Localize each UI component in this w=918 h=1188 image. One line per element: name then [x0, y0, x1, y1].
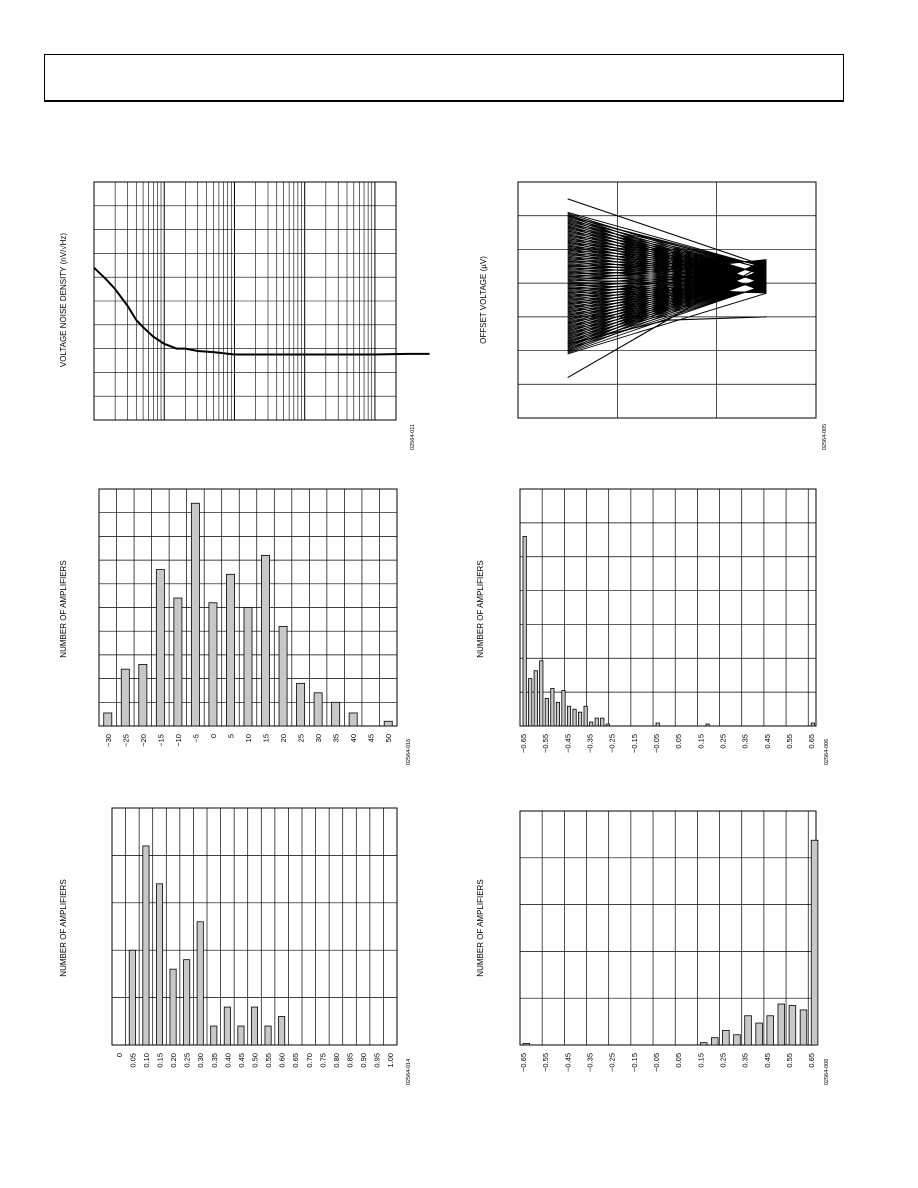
histogram-bar	[523, 1044, 530, 1045]
x-tick-label: −10	[173, 734, 183, 747]
histogram-bar	[573, 709, 576, 726]
histogram-bar	[170, 969, 176, 1045]
figure-offset	[479, 182, 828, 450]
x-tick-label: −0.45	[563, 734, 573, 753]
x-tick-label: 0.30	[196, 1053, 206, 1068]
histogram-bar	[656, 723, 659, 726]
x-tick-label: 0.35	[740, 734, 750, 749]
histogram-bar	[711, 1038, 718, 1045]
x-tick-label: 0.55	[264, 1053, 274, 1068]
x-tick-label: 0.15	[155, 1053, 165, 1068]
x-tick-label: −0.65	[519, 1053, 528, 1072]
figure-hist-a	[59, 489, 412, 765]
histogram-bar	[556, 702, 559, 726]
figure-hist-c	[59, 808, 412, 1085]
x-tick-label: −0.25	[607, 734, 617, 753]
histogram-bar	[529, 679, 532, 726]
histogram-bar	[297, 683, 305, 726]
x-tick-label: −0.35	[585, 734, 595, 753]
histogram-bar	[540, 661, 543, 726]
x-tick-label: 0.40	[223, 1053, 233, 1068]
histogram-bar	[562, 690, 565, 726]
histogram-bar	[104, 713, 112, 726]
histogram-bar	[551, 688, 554, 726]
x-tick-label: 0.65	[291, 1053, 301, 1068]
x-tick-label: −0.65	[519, 734, 528, 753]
x-tick-label: −0.55	[541, 734, 551, 753]
histogram-bar	[723, 1030, 730, 1045]
x-tick-label: 0	[114, 1053, 124, 1058]
x-tick-label: 0.45	[762, 1053, 772, 1068]
figure-code: 02564-005	[822, 423, 828, 451]
histogram-bar	[265, 1026, 271, 1045]
x-tick-label: −15	[156, 734, 166, 747]
histogram-bar	[734, 1035, 741, 1045]
histogram-bar	[156, 570, 164, 726]
series-line	[94, 268, 430, 355]
histogram-bar	[590, 722, 593, 726]
x-tick-label: −25	[121, 734, 131, 747]
y-axis-label: NUMBER OF AMPLIFIERS	[59, 879, 68, 977]
histogram-bar	[129, 950, 135, 1045]
histogram-bar	[789, 1006, 796, 1045]
y-axis-label: NUMBER OF AMPLIFIERS	[476, 879, 485, 977]
histogram-bar	[606, 724, 609, 726]
histogram-bar	[595, 718, 598, 726]
x-tick-label: 0.55	[785, 734, 795, 749]
x-tick-label: 0.35	[209, 1053, 219, 1068]
histogram-bar	[567, 706, 570, 726]
histogram-bar	[261, 555, 269, 726]
histogram-bar	[545, 698, 548, 726]
histogram-bar	[523, 536, 526, 726]
histogram-bar	[800, 1010, 807, 1045]
x-tick-label: −0.45	[563, 1053, 573, 1072]
figure-code: 02564-008	[824, 1058, 830, 1086]
histogram-bar	[534, 671, 537, 726]
histogram-bar	[156, 884, 162, 1045]
x-tick-label: 30	[314, 734, 324, 743]
histogram-bar	[756, 1023, 763, 1045]
histogram-bar	[238, 1026, 244, 1045]
histogram-bar	[121, 669, 129, 726]
histogram-bar	[578, 712, 581, 726]
figure-code: 02564-011	[410, 424, 416, 450]
histogram-bar	[211, 1026, 217, 1045]
y-axis-label: NUMBER OF AMPLIFIERS	[476, 560, 485, 658]
histogram-bar	[184, 960, 190, 1045]
y-axis-label: OFFSET VOLTAGE (µV)	[479, 256, 488, 344]
x-tick-label: 45	[366, 734, 376, 743]
x-tick-label: 0.55	[785, 1053, 795, 1068]
x-tick-label: 0.45	[762, 734, 772, 749]
histogram-bar	[706, 724, 709, 726]
x-tick-label: −0.25	[607, 1053, 617, 1072]
histogram-bar	[811, 723, 814, 726]
x-tick-label: 0.85	[345, 1053, 355, 1068]
histogram-bar	[700, 1043, 707, 1045]
histogram-bar	[226, 574, 234, 726]
x-tick-label: 10	[244, 734, 253, 743]
histogram-bar	[332, 702, 340, 726]
histogram-bar	[349, 713, 357, 726]
y-axis-label: NUMBER OF AMPLIFIERS	[59, 560, 68, 658]
histogram-bar	[601, 718, 604, 726]
x-tick-label: 0.10	[141, 1053, 151, 1068]
histogram-bar	[209, 603, 217, 726]
histogram-bar	[767, 1016, 774, 1045]
figure-code: 02564-016	[406, 738, 412, 766]
x-tick-label: −20	[138, 734, 148, 747]
x-tick-label: 0.45	[236, 1053, 246, 1068]
x-tick-label: 0.35	[740, 1053, 750, 1068]
x-tick-label: 0.65	[807, 1053, 817, 1068]
y-axis-label: VOLTAGE NOISE DENSITY (nV/√Hz)	[59, 232, 68, 368]
x-tick-label: 0	[208, 734, 218, 739]
x-tick-label: 0.05	[674, 1053, 684, 1068]
x-tick-label: 0.15	[696, 1053, 706, 1068]
x-tick-label: −0.55	[541, 1053, 551, 1072]
histogram-bar	[139, 664, 147, 726]
figure-code: 02564-014	[406, 1058, 412, 1086]
histogram-bar	[244, 608, 252, 727]
histogram-bar	[279, 1017, 285, 1045]
x-tick-label: −0.15	[629, 734, 639, 753]
x-tick-label: 0.25	[718, 1053, 728, 1068]
x-tick-label: 1.00	[386, 1053, 396, 1068]
x-tick-label: 0.25	[718, 734, 728, 749]
histogram-bar	[745, 1016, 752, 1045]
histogram-bar	[584, 706, 587, 726]
x-tick-label: 0.65	[807, 734, 817, 749]
histogram-bar	[279, 626, 287, 726]
x-tick-label: −0.15	[629, 1053, 639, 1072]
histogram-bar	[197, 922, 203, 1045]
histogram-bar	[384, 721, 392, 726]
x-tick-label: −5	[191, 734, 201, 743]
x-tick-label: 5	[226, 734, 236, 739]
histogram-bar	[174, 598, 182, 726]
histogram-bar	[251, 1007, 257, 1045]
x-tick-label: 0.70	[304, 1053, 314, 1068]
figure-hist-b	[476, 489, 830, 765]
x-tick-label: 0.90	[359, 1053, 369, 1068]
histogram-bar	[811, 840, 818, 1045]
x-tick-label: 0.80	[331, 1053, 341, 1068]
histogram-bar	[778, 1004, 785, 1045]
x-tick-label: 0.05	[128, 1053, 138, 1068]
x-tick-label: 50	[384, 734, 394, 743]
x-tick-label: 35	[331, 734, 341, 743]
x-tick-label: 0.20	[169, 1053, 179, 1068]
histogram-bar	[314, 693, 322, 726]
x-tick-label: 0.15	[696, 734, 706, 749]
x-tick-label: 0.05	[674, 734, 684, 749]
histogram-bar	[224, 1007, 230, 1045]
x-tick-label: 0.50	[250, 1053, 260, 1068]
x-tick-label: −0.05	[652, 734, 662, 753]
histogram-bar	[191, 503, 199, 726]
x-tick-label: −0.05	[652, 1053, 662, 1072]
x-tick-label: 0.75	[318, 1053, 328, 1068]
x-tick-label: 40	[349, 734, 359, 743]
x-tick-label: 0.25	[182, 1053, 192, 1068]
x-tick-label: 15	[261, 734, 271, 743]
x-tick-label: −30	[103, 734, 113, 747]
x-tick-label: 20	[279, 734, 289, 743]
figure-code: 02564-006	[824, 738, 830, 766]
x-tick-label: 0.60	[277, 1053, 287, 1068]
histogram-bar	[143, 846, 149, 1045]
x-tick-label: −0.35	[585, 1053, 595, 1072]
figure-hist-d	[476, 811, 830, 1085]
x-tick-label: 25	[296, 734, 306, 743]
x-tick-label: 0.95	[372, 1053, 382, 1068]
figure-noise	[59, 182, 430, 450]
